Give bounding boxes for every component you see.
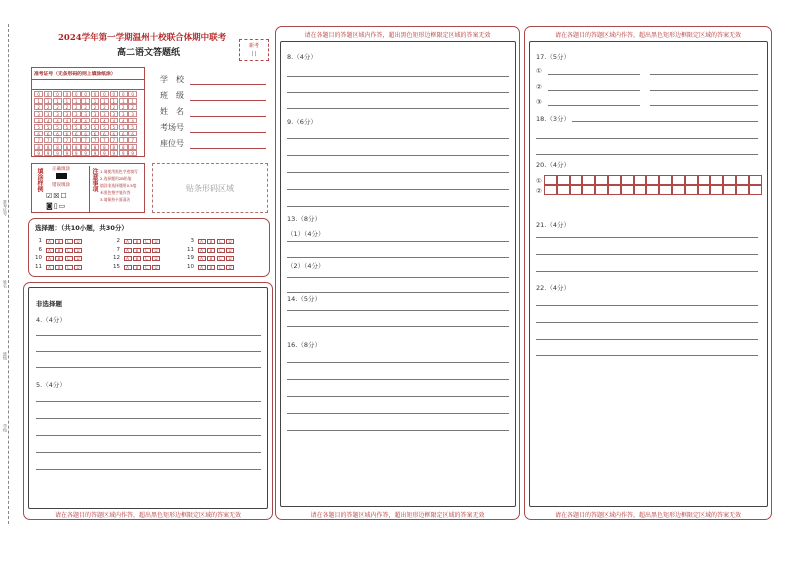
- field-room-label: 考场号: [160, 123, 184, 132]
- side-label-school: 学校: [3, 424, 8, 432]
- field-seat-label: 座位号: [160, 139, 184, 148]
- id-digit-bubble[interactable]: 6: [128, 131, 137, 137]
- char-cell[interactable]: [582, 185, 595, 195]
- id-digit-bubble[interactable]: 7: [34, 137, 43, 143]
- choice-question-number: 6: [38, 247, 42, 253]
- choice-option-bubble[interactable]: D: [74, 239, 82, 244]
- id-digit-bubble[interactable]: 5: [44, 124, 53, 130]
- char-cell[interactable]: [570, 175, 583, 185]
- choice-option-bubble[interactable]: B: [133, 248, 141, 253]
- column-2-answer-box: [280, 41, 516, 507]
- id-digit-bubble[interactable]: 3: [53, 111, 62, 117]
- question-20-char-grid[interactable]: [544, 175, 762, 195]
- char-cell[interactable]: [621, 175, 634, 185]
- id-digit-bubble[interactable]: 9: [119, 150, 128, 156]
- notice-item-3: 填涂非选择题用0.5毫: [100, 183, 137, 188]
- column-3-header: 请在各题目的答题区域内作答，超出黑色矩形边框限定区域的答案无效: [554, 32, 741, 39]
- char-cell[interactable]: [634, 185, 647, 195]
- id-digit-bubble[interactable]: 2: [44, 104, 53, 110]
- id-digit-bubble[interactable]: 3: [110, 111, 119, 117]
- id-digit-bubble[interactable]: 2: [100, 104, 109, 110]
- id-digit-bubble[interactable]: 3: [34, 111, 43, 117]
- side-label-class: 班级: [3, 352, 8, 360]
- id-digit-bubble[interactable]: 9: [53, 150, 62, 156]
- choice-option-bubble[interactable]: D: [74, 265, 82, 270]
- id-digit-bubble[interactable]: 3: [63, 111, 72, 117]
- id-digit-bubble[interactable]: 5: [119, 124, 128, 130]
- choice-option-bubble[interactable]: D: [226, 256, 234, 261]
- char-cell[interactable]: [582, 175, 595, 185]
- id-digit-bubble[interactable]: 0: [128, 91, 137, 97]
- choice-option-bubble[interactable]: B: [207, 248, 215, 253]
- id-digit-bubble[interactable]: 1: [91, 98, 100, 104]
- choice-option-bubble[interactable]: C: [217, 256, 225, 261]
- choice-option-bubble[interactable]: A: [124, 248, 132, 253]
- choice-option-bubble[interactable]: B: [55, 239, 63, 244]
- char-cell[interactable]: [672, 185, 685, 195]
- id-digit-bubble[interactable]: 6: [72, 131, 81, 137]
- id-digit-bubble[interactable]: 6: [119, 131, 128, 137]
- candidate-id-box: [31, 67, 145, 157]
- choice-question: [187, 264, 234, 270]
- sheet-title: 高二语文答题纸: [117, 48, 181, 58]
- id-digit-bubble[interactable]: 0: [72, 91, 81, 97]
- id-digit-bubble[interactable]: 8: [34, 144, 43, 150]
- id-digit-bubble[interactable]: 4: [91, 118, 100, 124]
- id-digit-bubble[interactable]: 6: [100, 131, 109, 137]
- choice-option-bubble[interactable]: B: [133, 256, 141, 261]
- id-digit-bubble[interactable]: 2: [63, 104, 72, 110]
- id-digit-bubble[interactable]: 5: [128, 124, 137, 130]
- id-digit-bubble[interactable]: 3: [100, 111, 109, 117]
- side-label-name: 姓名: [3, 280, 8, 288]
- id-digit-bubble[interactable]: 2: [81, 104, 90, 110]
- char-cell[interactable]: [710, 185, 723, 195]
- choice-option-bubble[interactable]: C: [65, 239, 73, 244]
- choice-question-number: 3: [190, 238, 194, 244]
- id-digit-bubble[interactable]: 0: [119, 91, 128, 97]
- id-digit-bubble[interactable]: 9: [128, 150, 137, 156]
- choice-option-bubble[interactable]: B: [207, 239, 215, 244]
- nonchoice-title: 非选择题: [36, 300, 62, 308]
- id-digit-bubble[interactable]: 5: [72, 124, 81, 130]
- char-cell[interactable]: [710, 175, 723, 185]
- notice-item-5: 3.请保持卡面清洁: [100, 197, 131, 202]
- id-digit-bubble[interactable]: 4: [81, 118, 90, 124]
- id-digit-bubble[interactable]: 4: [53, 118, 62, 124]
- id-digit-bubble[interactable]: 7: [63, 137, 72, 143]
- char-cell[interactable]: [557, 185, 570, 195]
- char-cell[interactable]: [685, 175, 698, 185]
- id-digit-bubble[interactable]: 0: [110, 91, 119, 97]
- notice-item-1: 1.请使用黑色字迹填写: [100, 169, 138, 174]
- question-17-mark-3: ③: [536, 98, 542, 106]
- question-21-label: 21.（4分）: [536, 221, 570, 229]
- char-cell[interactable]: [685, 185, 698, 195]
- id-digit-bubble[interactable]: 1: [34, 98, 43, 104]
- question-22-label: 22.（4分）: [536, 284, 570, 292]
- id-digit-bubble[interactable]: 8: [63, 144, 72, 150]
- choice-option-bubble[interactable]: D: [226, 265, 234, 270]
- id-digit-bubble[interactable]: 8: [53, 144, 62, 150]
- correct-fill-mark: [56, 173, 67, 179]
- candidate-id-title: 准考证号（无条形码的则上填涂纸涂）: [32, 68, 144, 80]
- barcode-area-label: 贴条形码区域: [186, 183, 234, 193]
- id-digit-bubble[interactable]: 2: [119, 104, 128, 110]
- question-14-label: 14.（5分）: [287, 295, 321, 303]
- id-digit-bubble[interactable]: 7: [53, 137, 62, 143]
- id-digit-bubble[interactable]: 3: [72, 111, 81, 117]
- id-digit-bubble[interactable]: 1: [81, 98, 90, 104]
- choice-question: [35, 255, 82, 261]
- char-cell[interactable]: [749, 175, 762, 185]
- id-digit-bubble[interactable]: 4: [34, 118, 43, 124]
- choice-question-number: 11: [187, 247, 194, 253]
- id-digit-bubble[interactable]: 4: [110, 118, 119, 124]
- id-digit-bubble[interactable]: 0: [34, 91, 43, 97]
- id-digit-bubble[interactable]: 5: [63, 124, 72, 130]
- choice-question-number: 7: [116, 247, 120, 253]
- char-cell[interactable]: [608, 185, 621, 195]
- id-digit-bubble[interactable]: 2: [128, 104, 137, 110]
- char-cell[interactable]: [736, 185, 749, 195]
- choice-question-number: 11: [35, 264, 42, 270]
- notice-item-2: 2.选择题用2B铅笔: [100, 176, 132, 181]
- notice-label: 注意事项: [91, 168, 98, 192]
- choice-option-bubble[interactable]: C: [143, 239, 151, 244]
- binding-edge: [8, 24, 9, 524]
- question-9-label: 9.（6分）: [287, 118, 317, 126]
- field-name-label: 姓 名: [160, 107, 184, 116]
- id-digit-bubble[interactable]: 0: [53, 91, 62, 97]
- exam-type-box: [239, 39, 269, 61]
- id-digit-bubble[interactable]: 6: [34, 131, 43, 137]
- exam-title: 2024学年第一学期温州十校联合体期中联考: [58, 33, 227, 43]
- id-digit-bubble[interactable]: 5: [91, 124, 100, 130]
- id-digit-bubble[interactable]: 0: [63, 91, 72, 97]
- id-digit-bubble[interactable]: 2: [110, 104, 119, 110]
- id-digit-bubble[interactable]: 7: [44, 137, 53, 143]
- id-digit-bubble[interactable]: 9: [100, 150, 109, 156]
- id-digit-bubble[interactable]: 6: [81, 131, 90, 137]
- choice-option-bubble[interactable]: B: [133, 265, 141, 270]
- choice-option-bubble[interactable]: B: [55, 256, 63, 261]
- column-1-answer-box: [28, 287, 268, 509]
- id-digit-bubble[interactable]: 9: [44, 150, 53, 156]
- id-digit-bubble[interactable]: 4: [72, 118, 81, 124]
- id-digit-bubble[interactable]: 5: [53, 124, 62, 130]
- id-digit-bubble[interactable]: 5: [81, 124, 90, 130]
- id-digit-bubble[interactable]: 9: [110, 150, 119, 156]
- choice-question: [113, 238, 160, 244]
- choice-question-number: 10: [187, 264, 194, 270]
- char-cell[interactable]: [570, 185, 583, 195]
- id-digit-bubble[interactable]: 8: [110, 144, 119, 150]
- id-digit-bubble[interactable]: 9: [63, 150, 72, 156]
- id-digit-bubble[interactable]: 4: [44, 118, 53, 124]
- question-18-label: 18.（3分）: [536, 115, 570, 123]
- choice-question: [35, 238, 82, 244]
- id-digit-bubble[interactable]: 2: [72, 104, 81, 110]
- choice-option-bubble[interactable]: B: [207, 265, 215, 270]
- id-digit-bubble[interactable]: 7: [81, 137, 90, 143]
- id-digit-bubble[interactable]: 8: [44, 144, 53, 150]
- choice-option-bubble[interactable]: B: [55, 265, 63, 270]
- column-1-footer: 请在各题目的答题区域内作答，超出黑色矩形边框限定区域的答案无效: [54, 512, 241, 519]
- id-digit-bubble[interactable]: 7: [119, 137, 128, 143]
- id-digit-bubble[interactable]: 6: [91, 131, 100, 137]
- id-digit-bubble[interactable]: 0: [100, 91, 109, 97]
- question-20-mark-1: ①: [536, 177, 542, 185]
- question-17-label: 17.（5分）: [536, 53, 570, 61]
- column-3-panel: [524, 26, 772, 520]
- choice-option-bubble[interactable]: C: [217, 248, 225, 253]
- choice-option-bubble[interactable]: D: [74, 256, 82, 261]
- id-digit-bubble[interactable]: 1: [128, 98, 137, 104]
- id-digit-bubble[interactable]: 4: [119, 118, 128, 124]
- choice-option-bubble[interactable]: B: [133, 239, 141, 244]
- id-digit-bubble[interactable]: 9: [34, 150, 43, 156]
- id-digit-bubble[interactable]: 4: [100, 118, 109, 124]
- choice-title: 选择题：（共10小题，共30分）: [35, 224, 128, 232]
- char-cell[interactable]: [698, 185, 711, 195]
- id-digit-bubble[interactable]: 7: [100, 137, 109, 143]
- id-digit-bubble[interactable]: 0: [91, 91, 100, 97]
- id-digit-bubble[interactable]: 0: [44, 91, 53, 97]
- id-digit-bubble[interactable]: 6: [44, 131, 53, 137]
- choice-option-bubble[interactable]: D: [152, 239, 160, 244]
- choice-question-number: 1: [38, 238, 42, 244]
- char-cell[interactable]: [544, 185, 557, 195]
- choice-section: [28, 218, 270, 277]
- question-20-mark-2: ②: [536, 187, 542, 195]
- id-digit-bubble[interactable]: 0: [81, 91, 90, 97]
- choice-question: [113, 255, 160, 261]
- choice-option-bubble[interactable]: D: [152, 248, 160, 253]
- choice-option-bubble[interactable]: A: [124, 265, 132, 270]
- choice-question: [113, 264, 160, 270]
- column-3-answer-box: [529, 41, 768, 507]
- question-13-part-2-label: （2）（4分）: [287, 262, 325, 270]
- choice-option-bubble[interactable]: A: [124, 239, 132, 244]
- column-1-panel: [23, 282, 273, 520]
- char-cell[interactable]: [698, 175, 711, 185]
- choice-option-bubble[interactable]: C: [143, 248, 151, 253]
- id-digit-bubble[interactable]: 8: [119, 144, 128, 150]
- id-digit-bubble[interactable]: 1: [110, 98, 119, 104]
- char-cell[interactable]: [659, 175, 672, 185]
- field-school-line[interactable]: [190, 84, 266, 85]
- question-17-mark-2: ②: [536, 83, 542, 91]
- choice-question-number: 19: [187, 255, 194, 261]
- column-2-footer: 请在各题目的答题区域内作答，超出矩形边框限定区域的答案无效: [310, 512, 485, 519]
- id-digit-bubble[interactable]: 3: [91, 111, 100, 117]
- id-digit-bubble[interactable]: 1: [44, 98, 53, 104]
- choice-option-bubble[interactable]: A: [46, 265, 54, 270]
- id-digit-bubble[interactable]: 5: [110, 124, 119, 130]
- choice-option-bubble[interactable]: D: [226, 239, 234, 244]
- id-digit-bubble[interactable]: 2: [53, 104, 62, 110]
- choice-option-bubble[interactable]: C: [217, 265, 225, 270]
- choice-option-bubble[interactable]: C: [143, 265, 151, 270]
- id-digit-bubble[interactable]: 3: [128, 111, 137, 117]
- char-cell[interactable]: [646, 185, 659, 195]
- char-cell[interactable]: [646, 175, 659, 185]
- char-cell[interactable]: [557, 175, 570, 185]
- id-digit-bubble[interactable]: 8: [81, 144, 90, 150]
- char-cell[interactable]: [595, 185, 608, 195]
- column-2-header: 请在各题目的答题区域内作答，超出黑色矩形边框限定区域的答案无效: [304, 32, 491, 39]
- id-digit-bubble[interactable]: 2: [34, 104, 43, 110]
- choice-option-bubble[interactable]: C: [143, 256, 151, 261]
- char-cell[interactable]: [659, 185, 672, 195]
- id-digit-bubble[interactable]: 6: [53, 131, 62, 137]
- char-cell[interactable]: [544, 175, 557, 185]
- char-cell[interactable]: [608, 175, 621, 185]
- id-digit-bubble[interactable]: 7: [72, 137, 81, 143]
- choice-option-bubble[interactable]: D: [152, 256, 160, 261]
- choice-question-number: 10: [35, 255, 42, 261]
- choice-option-bubble[interactable]: C: [65, 265, 73, 270]
- id-digit-bubble[interactable]: 8: [128, 144, 137, 150]
- choice-option-bubble[interactable]: B: [207, 256, 215, 261]
- char-cell[interactable]: [749, 185, 762, 195]
- question-4-label: 4.（4分）: [36, 316, 66, 324]
- choice-option-bubble[interactable]: A: [46, 239, 54, 244]
- question-16-label: 16.（8分）: [287, 341, 321, 349]
- choice-question: [187, 247, 234, 253]
- question-13-part-1-label: （1）（4分）: [287, 230, 325, 238]
- id-digit-bubble[interactable]: 1: [72, 98, 81, 104]
- field-class-line[interactable]: [190, 100, 266, 101]
- id-digit-bubble[interactable]: 1: [100, 98, 109, 104]
- fill-sample-label: 填涂样例: [36, 168, 43, 192]
- id-digit-bubble[interactable]: 1: [63, 98, 72, 104]
- choice-question: [35, 264, 82, 270]
- notice-item-4: 米黑色签字笔作答: [100, 190, 131, 195]
- id-digit-bubble[interactable]: 8: [72, 144, 81, 150]
- id-digit-bubble[interactable]: 8: [100, 144, 109, 150]
- choice-option-bubble[interactable]: A: [198, 239, 206, 244]
- id-digit-bubble[interactable]: 3: [81, 111, 90, 117]
- choice-option-bubble[interactable]: A: [198, 265, 206, 270]
- choice-option-bubble[interactable]: C: [217, 239, 225, 244]
- choice-option-bubble[interactable]: A: [46, 256, 54, 261]
- column-3-footer: 请在各题目的答题区域内作答，超出黑色矩形边框限定区域的答案无效: [554, 512, 741, 519]
- choice-option-bubble[interactable]: A: [46, 248, 54, 253]
- char-cell[interactable]: [634, 175, 647, 185]
- exam-type-label: 新考: [248, 43, 259, 49]
- choice-question: [187, 238, 234, 244]
- id-digit-bubble[interactable]: 9: [91, 150, 100, 156]
- id-digit-bubble[interactable]: 7: [110, 137, 119, 143]
- id-digit-bubble[interactable]: 5: [100, 124, 109, 130]
- question-20-label: 20.（4分）: [536, 161, 570, 169]
- char-cell[interactable]: [595, 175, 608, 185]
- id-digit-bubble[interactable]: 1: [53, 98, 62, 104]
- barcode-area: [152, 163, 268, 213]
- wrong-fill-marks: ☑☒☐ ◙▯▭: [46, 192, 68, 210]
- choice-option-bubble[interactable]: C: [65, 248, 73, 253]
- char-cell[interactable]: [723, 175, 736, 185]
- question-8-label: 8.（4分）: [287, 53, 317, 61]
- choice-option-bubble[interactable]: B: [55, 248, 63, 253]
- choice-question-number: 2: [116, 238, 120, 244]
- choice-option-bubble[interactable]: A: [198, 248, 206, 253]
- question-13-label: 13.（8分）: [287, 215, 321, 223]
- question-5-label: 5.（4分）: [36, 381, 66, 389]
- field-seat-line[interactable]: [190, 148, 266, 149]
- choice-option-bubble[interactable]: A: [124, 256, 132, 261]
- id-digit-bubble[interactable]: 3: [44, 111, 53, 117]
- id-digit-bubble[interactable]: 7: [128, 137, 137, 143]
- char-cell[interactable]: [736, 175, 749, 185]
- char-cell[interactable]: [621, 185, 634, 195]
- choice-question: [113, 247, 160, 253]
- choice-question: [187, 255, 234, 261]
- id-digit-bubble[interactable]: 9: [81, 150, 90, 156]
- id-digit-bubble[interactable]: 2: [91, 104, 100, 110]
- choice-question: [35, 247, 82, 253]
- choice-option-bubble[interactable]: A: [198, 256, 206, 261]
- correct-fill-label: 正确填涂: [52, 167, 70, 172]
- side-label-id: 准考证号: [3, 200, 8, 216]
- id-digit-bubble[interactable]: 9: [72, 150, 81, 156]
- char-cell[interactable]: [672, 175, 685, 185]
- choice-question-number: 12: [113, 255, 120, 261]
- field-class-label: 班 级: [160, 91, 184, 100]
- choice-option-bubble[interactable]: D: [152, 265, 160, 270]
- choice-option-bubble[interactable]: D: [226, 248, 234, 253]
- id-digit-bubble[interactable]: 4: [128, 118, 137, 124]
- choice-option-bubble[interactable]: D: [74, 248, 82, 253]
- id-digit-bubble[interactable]: 5: [34, 124, 43, 130]
- id-bubble-grid[interactable]: [32, 90, 144, 157]
- column-2-panel: [275, 26, 520, 520]
- field-school-label: 学 校: [160, 75, 184, 84]
- id-digit-bubble[interactable]: 3: [119, 111, 128, 117]
- wrong-fill-label: 错误填涂: [52, 183, 70, 188]
- id-digit-bubble[interactable]: 1: [119, 98, 128, 104]
- exam-type-value: | |: [251, 51, 257, 57]
- id-digit-bubble[interactable]: 4: [63, 118, 72, 124]
- choice-option-bubble[interactable]: C: [65, 256, 73, 261]
- id-digit-bubble[interactable]: 6: [110, 131, 119, 137]
- field-room-line[interactable]: [190, 132, 266, 133]
- id-digit-bubble[interactable]: 7: [91, 137, 100, 143]
- question-17-mark-1: ①: [536, 67, 542, 75]
- choice-question-number: 15: [113, 264, 120, 270]
- id-digit-bubble[interactable]: 8: [91, 144, 100, 150]
- fill-sample-box: [31, 163, 145, 213]
- id-digit-bubble[interactable]: 6: [63, 131, 72, 137]
- char-cell[interactable]: [723, 185, 736, 195]
- field-name-line[interactable]: [190, 116, 266, 117]
